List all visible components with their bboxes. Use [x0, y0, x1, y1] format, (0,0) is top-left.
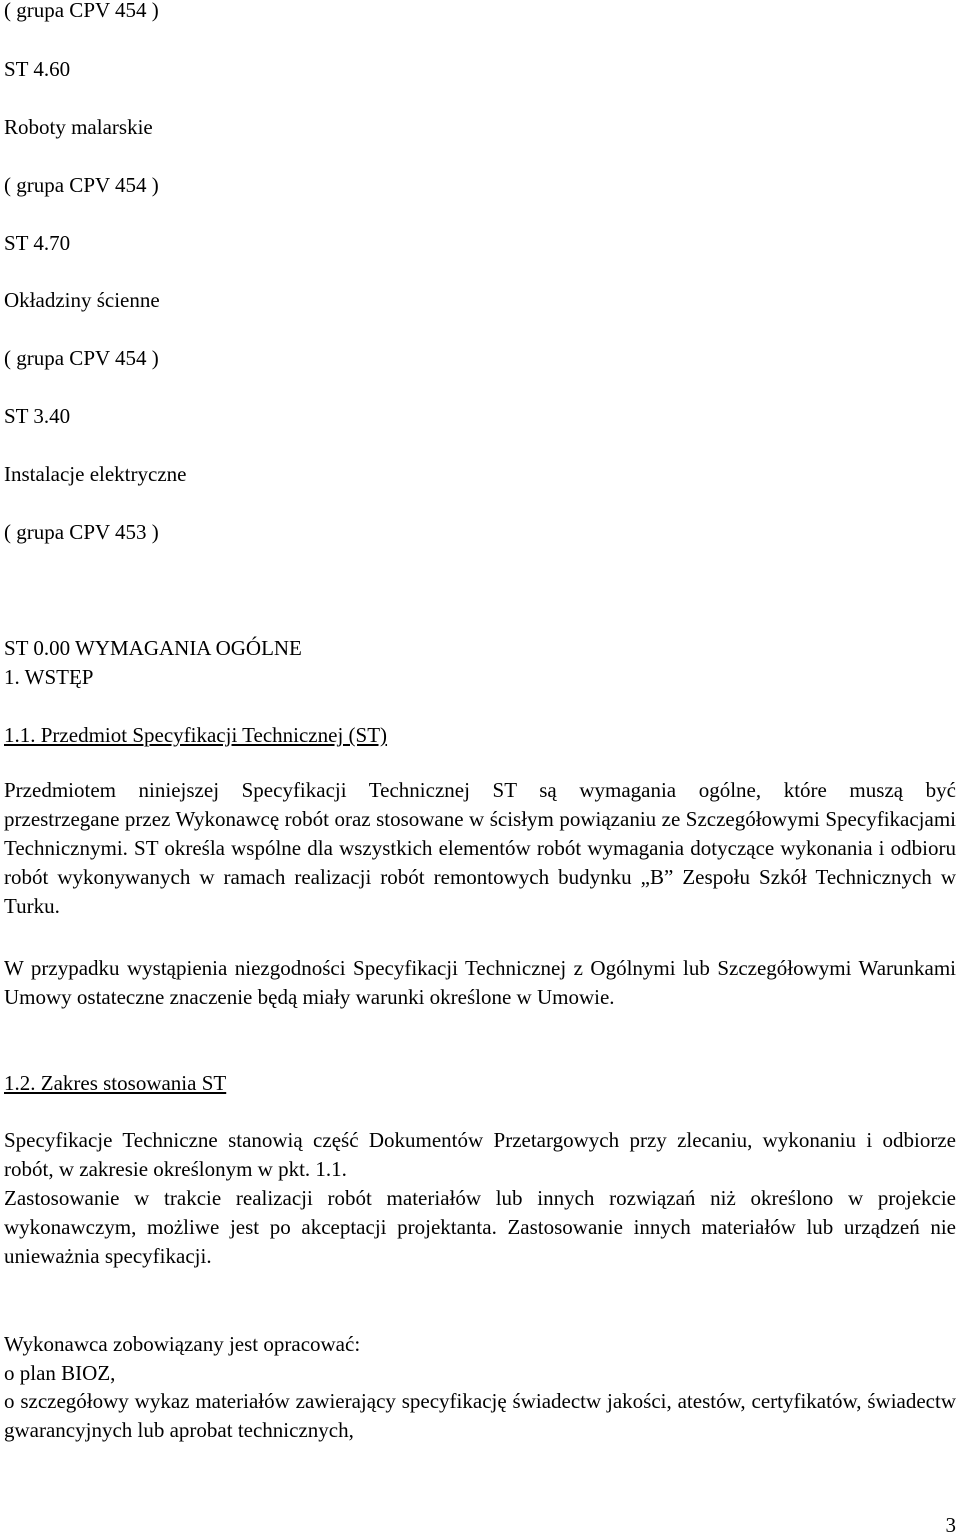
toc-line-6: Okładziny ścienne — [4, 288, 160, 312]
obligation-item-bioz: o plan BIOZ, — [4, 1361, 116, 1385]
subsection-heading-1-1: 1.1. Przedmiot Specyfikacji Technicznej (ST) — [4, 723, 388, 747]
toc-line-2: ST 4.60 — [4, 57, 71, 81]
paragraph-1-1-discrepancy: W przypadku wystąpienia niezgodności Specyfikacji Technicznej z Ogólnymi lub Szczegółowymi Warunkami Umowy ostateczne znaczenie będą miały warunki określone w Umowie. — [4, 956, 956, 1009]
section-intro: 1. WSTĘP — [4, 665, 94, 689]
toc-line-9: Instalacje elektryczne — [4, 462, 187, 486]
toc-line-3: Roboty malarskie — [4, 115, 153, 139]
toc-line-5: ST 4.70 — [4, 231, 71, 255]
page-number: 3 — [945, 1513, 956, 1537]
paragraph-1-1-body: przestrzegane przez Wykonawcę robót oraz stosowane w ścisłym powiązaniu ze Szczegółowymi Specyfikacjami Technicznymi. ST określa wspólne dla wszystkich elementów robót wymagania dotyczące wykonania i odbioru robót wykonywanych w ramach realizacji robót remontowych budynku „B” Zespołu Szkół Technicznych w Turku. — [4, 807, 956, 918]
obligation-item-materials: o szczegółowy wykaz materiałów zawierający specyfikację świadectw jakości, atestów, certyfikatów, świadectw gwarancyjnych lub aprobat technicznych, — [4, 1389, 956, 1442]
toc-line-10: ( grupa CPV 453 ) — [4, 520, 159, 544]
paragraph-1-2-scope: Specyfikacje Techniczne stanowią część Dokumentów Przetargowych przy zlecaniu, wykonaniu i odbiorze robót, w zakresie określonym w pkt. 1.1. — [4, 1128, 956, 1181]
section-title: ST 0.00 WYMAGANIA OGÓLNE — [4, 636, 302, 660]
subsection-heading-1-2: 1.2. Zakres stosowania ST — [4, 1071, 227, 1095]
toc-line-1: ( grupa CPV 454 ) — [4, 0, 159, 22]
toc-line-8: ST 3.40 — [4, 404, 71, 428]
toc-line-7: ( grupa CPV 454 ) — [4, 346, 159, 370]
toc-line-4: ( grupa CPV 454 ) — [4, 173, 159, 197]
paragraph-1-2-materials: Zastosowanie w trakcie realizacji robót materiałów lub innych rozwiązań niż określono w projekcie wykonawczym, możliwe jest po akceptacji projektanta. Zastosowanie innych materiałów lub urządzeń nie unieważnia specyfikacji. — [4, 1186, 956, 1268]
obligations-heading: Wykonawca zobowiązany jest opracować: — [4, 1332, 361, 1356]
paragraph-1-1-line-1: Przedmiotem niniejszej Specyfikacji Technicznej ST są wymagania ogólne, które muszą być — [4, 778, 956, 802]
